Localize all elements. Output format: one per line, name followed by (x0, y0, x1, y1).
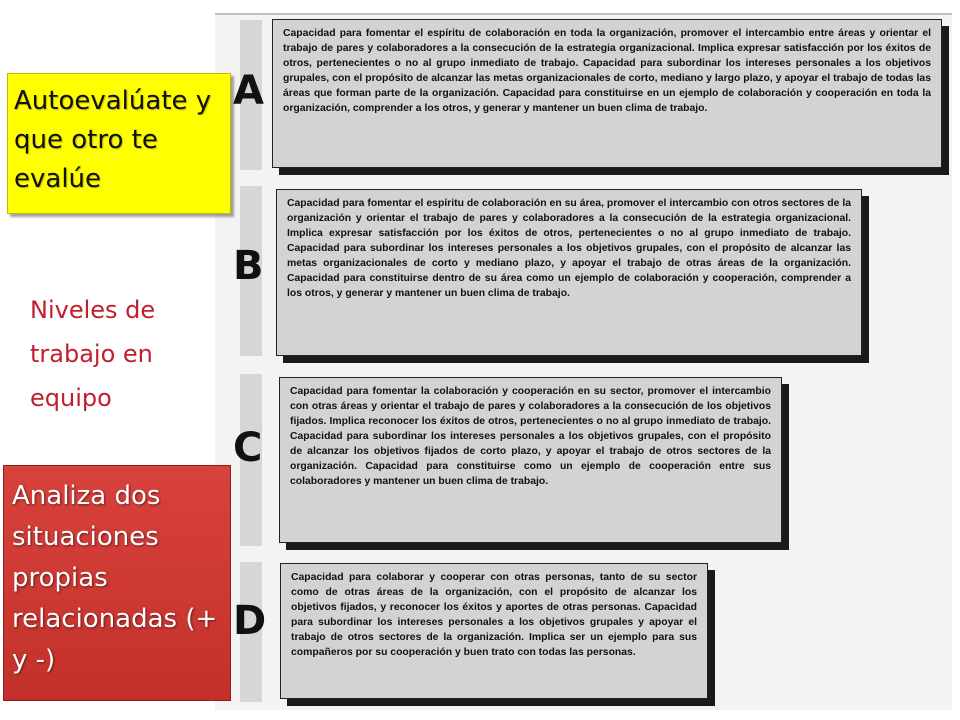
self-evaluate-callout (7, 73, 231, 214)
level-c-box (279, 377, 782, 543)
analyze-text: Analiza dos situaciones propias relacionadas (+ y -) (12, 481, 218, 675)
level-d-description: Capacidad para colaborar y cooperar con otras personas, tanto de su sector como de otras áreas de la organización, con el propósito de alcanzar los objetivos fijados, y reconocer los éxitos y aportes de otras personas. Capacidad para subordinar los intereses personales a los objetivos grupales y apoyar el trabajo de otros sectores de la organización. Implica ser un ejemplo para sus compañeros por su cooperación y buen trato con todas las personas. (291, 572, 697, 658)
level-c-letter: C (233, 425, 263, 471)
levels-title: Niveles de trabajo en equipo (30, 296, 156, 412)
self-evaluate-text: Autoevalúate y que otro te evalúe (14, 86, 212, 194)
level-b-box (276, 189, 862, 356)
panel-top-border (215, 13, 952, 15)
level-d-box (280, 563, 708, 699)
level-d-letter: D (233, 598, 267, 644)
level-a-letter: A (233, 68, 264, 114)
level-b-letter: B (233, 243, 264, 289)
analyze-callout (3, 465, 231, 701)
level-b-description: Capacidad para fomentar el espíritu de colaboración en su área, promover el intercambio con otros sectores de la organización y orientar el trabajo de pares y colaboradores a la consecución de la estrategia organizacional. Implica expresar satisfacción por los éxitos de otros, pertenecientes o no al grupo inmediato de trabajo. Capacidad para subordinar los intereses personales a los objetivos grupales, con el propósito de alcanzar las metas organizacionales de corto y mediano plazo, y apoyar el trabajo de otras áreas de la organización. Capacidad para constituirse dentro de su área como un ejemplo de colaboración y cooperación, comprender a los otros, y generar y mantener un buen clima de trabajo. (287, 198, 851, 299)
level-a-description: Capacidad para fomentar el espíritu de colaboración en toda la organización, promover el intercambio entre áreas y orientar el trabajo de pares y colaboradores a la consecución de la estrategia organizacional. Implica expresar satisfacción por los éxitos de otros, pertenecientes o no al grupo inmediato de trabajo. Capacidad para subordinar los intereses personales a los objetivos grupales, con el propósito de alcanzar las metas organizacionales de corto, mediano y largo plazo, y apoyar el trabajo de todas las áreas que forman parte de la organización. Capacidad para constituirse en un ejemplo de colaboración y cooperación en toda la organización, comprender a los otros, y generar y mantener un buen clima de trabajo. (283, 28, 931, 114)
level-c-description: Capacidad para fomentar la colaboración y cooperación en su sector, promover el intercambio con otras áreas y orientar el trabajo de pares y colaboradores a la consecución de los objetivos fijados. Implica reconocer los éxitos de otros, pertenecientes o no al grupo inmediato de trabajo. Capacidad para subordinar los intereses personales a los objetivos grupales, con el propósito de alcanzar los objetivos fijados de corto plazo, y apoyar el trabajo de otros sectores de la organización. Capacidad para constituirse como un ejemplo de cooperación entre sus colaboradores y mantener un buen clima de trabajo. (290, 386, 771, 487)
level-a-box (272, 19, 942, 168)
